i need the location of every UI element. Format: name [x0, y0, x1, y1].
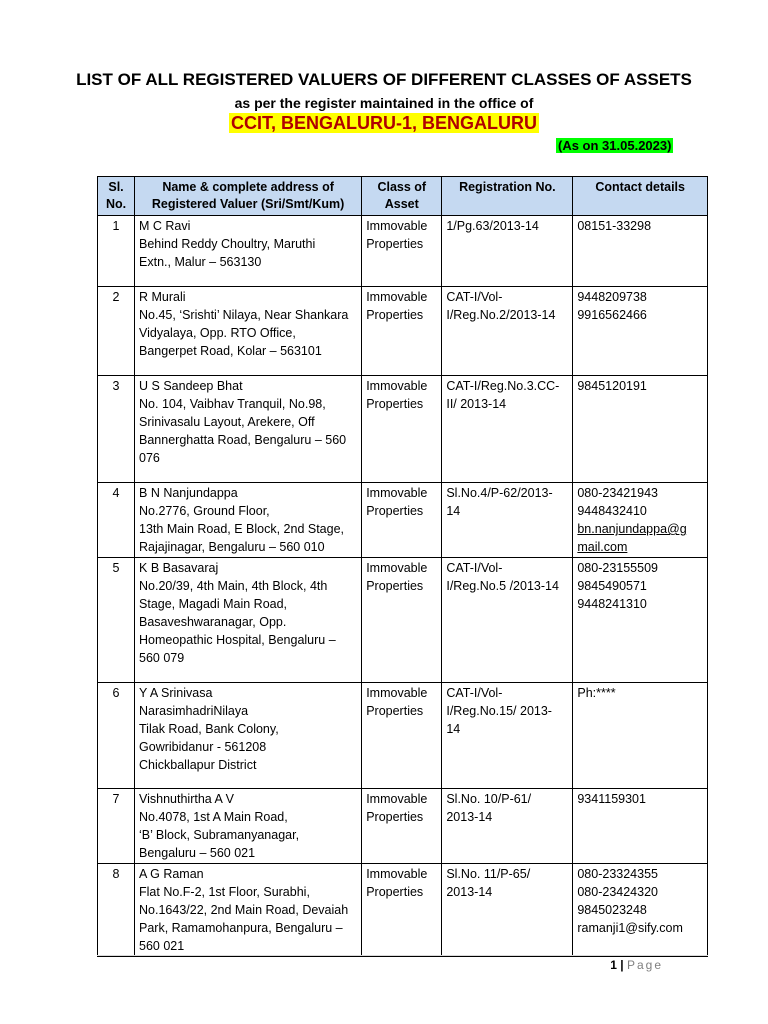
cell-line: CAT-I/Vol- [446, 290, 503, 304]
cell-line: 2013-14 [446, 885, 493, 899]
as-on-date: (As on 31.05.2023) [558, 138, 672, 153]
cell-sl-no: 8 [98, 864, 135, 957]
cell-line: Properties [366, 579, 424, 593]
document-title: LIST OF ALL REGISTERED VALUERS OF DIFFERENT CLASSES OF ASSETS [76, 70, 692, 89]
cell-line: 080-23324355 [577, 867, 658, 881]
cell-line: Vishnuthirtha A V [139, 792, 234, 806]
cell-line: II/ 2013-14 [446, 397, 507, 411]
page-separator: | [616, 958, 627, 972]
cell-line: 9448432410 [577, 504, 647, 518]
cell-sl-no: 3 [98, 376, 135, 483]
cell-class [362, 789, 442, 864]
cell-contact [573, 864, 708, 957]
cell-line: NarasimhadriNilaya [139, 704, 249, 718]
table-row [98, 483, 708, 558]
cell-reg [442, 864, 573, 957]
cell-class [362, 483, 442, 558]
cell-line: No.4078, 1st A Main Road, [139, 810, 288, 824]
cell-line: bn.nanjundappa@g [577, 522, 687, 536]
cell-line: B N Nanjundappa [139, 486, 238, 500]
cell-contact [573, 483, 708, 558]
cell-name [135, 216, 362, 287]
cell-contact [573, 376, 708, 483]
cell-reg [442, 376, 573, 483]
cell-line: Immovable [366, 290, 428, 304]
cell-reg [442, 483, 573, 558]
cell-sl-no: 5 [98, 558, 135, 683]
cell-line: Immovable [366, 561, 428, 575]
cell-line: 08151-33298 [577, 219, 652, 233]
cell-line: Immovable [366, 686, 428, 700]
cell-name [135, 376, 362, 483]
cell-line: CAT-I/Vol- [446, 561, 503, 575]
cell-line: Sl.No. 11/P-65/ [446, 867, 531, 881]
cell-line: Immovable [366, 379, 428, 393]
cell-line: Bannerghatta Road, Bengaluru – 560 [139, 433, 347, 447]
cell-line: 9341159301 [577, 792, 646, 806]
header-sl-no: Sl. No. [98, 177, 135, 216]
header-name-address: Name & complete address of Registered Valuer (Sri/Smt/Kum) [135, 177, 362, 216]
cell-line: I/Reg.No.2/2013-14 [446, 308, 556, 322]
cell-line: Y A Srinivasa [139, 686, 213, 700]
cell-reg [442, 683, 573, 789]
cell-line: Properties [366, 704, 424, 718]
cell-line: ramanji1@sify.com [577, 921, 683, 935]
table-row [98, 864, 708, 957]
cell-line: 560 079 [139, 651, 185, 665]
cell-line: Properties [366, 397, 424, 411]
cell-line: No.45, ‘Srishti’ Nilaya, Near Shankara [139, 308, 349, 322]
header-class-of-asset: Class of Asset [362, 177, 442, 216]
cell-name [135, 789, 362, 864]
office-name-text: CCIT, BENGALURU-1, BENGALURU [231, 113, 537, 133]
cell-sl-no: 7 [98, 789, 135, 864]
footer-divider [97, 955, 708, 956]
cell-contact [573, 558, 708, 683]
cell-line: ‘B’ Block, Subramanyanagar, [139, 828, 300, 842]
cell-line: R Murali [139, 290, 186, 304]
cell-line: 080-23424320 [577, 885, 658, 899]
cell-line: 1/Pg.63/2013-14 [446, 219, 539, 233]
cell-line: No.2776, Ground Floor, [139, 504, 270, 518]
cell-line: U S Sandeep Bhat [139, 379, 243, 393]
cell-contact [573, 683, 708, 789]
cell-line: Ph:**** [577, 686, 616, 700]
cell-line: Properties [366, 308, 424, 322]
cell-sl-no: 2 [98, 287, 135, 376]
cell-line: 9845023248 [577, 903, 647, 917]
cell-line: Flat No.F-2, 1st Floor, Surabhi, [139, 885, 310, 899]
cell-line: No. 104, Vaibhav Tranquil, No.98, [139, 397, 326, 411]
cell-line: CAT-I/Reg.No.3.CC- [446, 379, 560, 393]
cell-line: Gowribidanur - 561208 [139, 740, 267, 754]
cell-line: Sl.No.4/P-62/2013- [446, 486, 553, 500]
cell-reg [442, 216, 573, 287]
cell-line: I/Reg.No.15/ 2013- [446, 704, 552, 718]
table-row [98, 287, 708, 376]
cell-name [135, 287, 362, 376]
cell-reg [442, 558, 573, 683]
office-name [0, 113, 768, 134]
document-subtitle: as per the register maintained in the office of [234, 95, 534, 111]
header-contact-details: Contact details [573, 177, 708, 216]
cell-line: 076 [139, 451, 160, 465]
cell-line: Properties [366, 885, 424, 899]
cell-line: Immovable [366, 219, 428, 233]
cell-line: Chickballapur District [139, 758, 257, 772]
cell-line: 9448209738 [577, 290, 647, 304]
cell-name [135, 864, 362, 957]
cell-class [362, 683, 442, 789]
table-row [98, 558, 708, 683]
cell-sl-no: 4 [98, 483, 135, 558]
cell-class [362, 376, 442, 483]
cell-line: K B Basavaraj [139, 561, 219, 575]
cell-line: Behind Reddy Choultry, Maruthi [139, 237, 316, 251]
cell-line: Immovable [366, 867, 428, 881]
cell-contact [573, 287, 708, 376]
cell-line: Homeopathic Hospital, Bengaluru – [139, 633, 336, 647]
page-label: Page [626, 958, 663, 972]
cell-name [135, 683, 362, 789]
cell-contact [573, 789, 708, 864]
page-number: 1 [610, 958, 617, 972]
cell-line: Basaveshwaranagar, Opp. [139, 615, 287, 629]
cell-sl-no: 6 [98, 683, 135, 789]
cell-line: 9845490571 [577, 579, 647, 593]
table-header-row [98, 177, 708, 216]
cell-name [135, 558, 362, 683]
cell-line: Park, Ramamohanpura, Bengaluru – [139, 921, 343, 935]
cell-line: No.1643/22, 2nd Main Road, Devaiah [139, 903, 349, 917]
cell-class [362, 216, 442, 287]
cell-line: 9845120191 [577, 379, 647, 393]
cell-class [362, 287, 442, 376]
cell-line: No.20/39, 4th Main, 4th Block, 4th [139, 579, 328, 593]
cell-line: Rajajinagar, Bengaluru – 560 010 [139, 540, 325, 554]
cell-line: M C Ravi [139, 219, 191, 233]
cell-line: mail.com [577, 540, 628, 554]
cell-line: Bengaluru – 560 021 [139, 846, 256, 860]
cell-line: 080-23155509 [577, 561, 658, 575]
cell-contact [573, 216, 708, 287]
cell-reg [442, 287, 573, 376]
table-row [98, 789, 708, 864]
cell-line: 9448241310 [577, 597, 647, 611]
cell-line: Sl.No. 10/P-61/ [446, 792, 532, 806]
cell-line: Vidyalaya, Opp. RTO Office, [139, 326, 296, 340]
cell-line: A G Raman [139, 867, 204, 881]
table-row [98, 376, 708, 483]
cell-line: Stage, Magadi Main Road, [139, 597, 288, 611]
table-row [98, 683, 708, 789]
valuers-table [97, 176, 708, 957]
cell-line: 14 [446, 722, 461, 736]
cell-line: Properties [366, 237, 424, 251]
cell-line: Immovable [366, 792, 428, 806]
header-registration-no: Registration No. [442, 177, 573, 216]
cell-line: 9916562466 [577, 308, 647, 322]
cell-line: CAT-I/Vol- [446, 686, 503, 700]
cell-sl-no: 1 [98, 216, 135, 287]
cell-line: 13th Main Road, E Block, 2nd Stage, [139, 522, 345, 536]
table-row [98, 216, 708, 287]
cell-name [135, 483, 362, 558]
cell-line: 080-23421943 [577, 486, 658, 500]
cell-class [362, 864, 442, 957]
cell-line: Properties [366, 810, 424, 824]
cell-line: Immovable [366, 486, 428, 500]
cell-line: Extn., Malur – 563130 [139, 255, 262, 269]
page-footer [0, 958, 663, 972]
cell-line: Tilak Road, Bank Colony, [139, 722, 279, 736]
cell-line: Srinivasalu Layout, Arekere, Off [139, 415, 315, 429]
cell-line: I/Reg.No.5 /2013-14 [446, 579, 559, 593]
cell-line: 14 [446, 504, 461, 518]
cell-line: 2013-14 [446, 810, 493, 824]
cell-reg [442, 789, 573, 864]
cell-line: Properties [366, 504, 424, 518]
table-body [98, 216, 708, 957]
cell-line: 560 021 [139, 939, 185, 953]
cell-class [362, 558, 442, 683]
cell-line: Bangerpet Road, Kolar – 563101 [139, 344, 322, 358]
